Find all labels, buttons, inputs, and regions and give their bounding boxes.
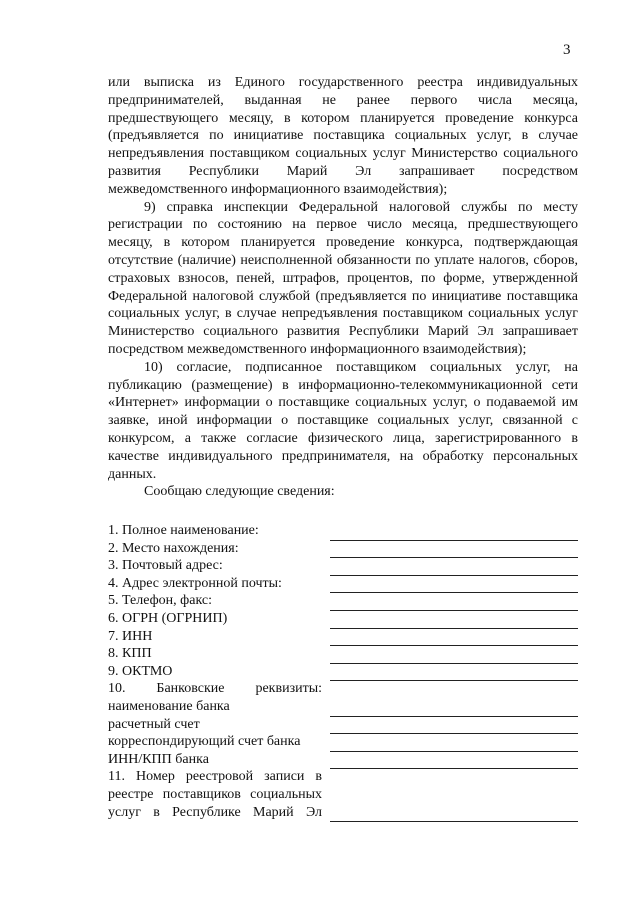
field-label: 3. Почтовый адрес: [108,558,223,574]
field-label: 10. Банковские реквизиты: [108,681,322,697]
field-label: 11. Номер реестровой записи в реестре поставщиков социальных услуг в Республике Марий Эл [108,769,322,820]
field-label: 6. ОГРН (ОГРНИП) [108,610,228,626]
field-label: 2. Место нахождения: [108,540,239,556]
form-field-row [108,522,578,540]
field-label: расчетный счет [108,716,200,732]
field-blank-line[interactable] [330,821,578,822]
field-label: наименование банка [108,698,230,714]
field-label: 5. Телефон, факс: [108,593,213,609]
form-field-row [108,557,578,575]
form-field-row [108,768,578,821]
page-number: 3 [563,42,571,58]
form-field-row [108,628,578,646]
paragraph: 9) справка инспекции Федеральной налоговой службы по месту регистрации по состоянию на первое число месяца, предшествующего месяцу, в котором планируется проведение конкурса, подтверждающая отсутствие (наличие) неисполненной обязанности по уплате налогов, сборов, страховых взносов, пеней, штрафов, процентов, по форме, утвержденной Федеральной налоговой службой (предъявляется по инициативе поставщика социальных услуг, в случае непредъявления поставщиком социальных услуг Министерство социального развития Республики Марий Эл запрашивает посредством межведомственного информационного взаимодействия); [108,199,578,357]
form-field-row [108,645,578,663]
form-field-row [108,592,578,610]
field-label: 1. Полное наименование: [108,523,259,538]
field-label: 8. КПП [108,646,152,662]
form-field-row [108,733,578,751]
form-field-row [108,663,578,681]
form-field-row [108,751,578,769]
paragraph: или выписка из Единого государственного реестра индивидуальных предпринимателей, выданная не ранее первого числа месяца, предшествующего месяцу, в котором планируется проведение конкурса (предъявляется по инициативе поставщика социальных услуг, в случае непредъявления поставщиком социальных услуг Министерство социального развития Республики Марий Эл запрашивает посредством межведомственного информационного взаимодействия); [108,75,578,197]
applicant-info-form [108,522,578,821]
paragraph: Сообщаю следующие сведения: [144,484,335,500]
field-label: 4. Адрес электронной почты: [108,575,282,591]
field-label: ИНН/КПП банка [108,751,209,767]
field-label: 7. ИНН [108,628,153,644]
form-field-row [108,716,578,734]
field-label: корреспондирующий счет банка [108,734,301,750]
field-label: 9. ОКТМО [108,663,173,679]
form-field-row [108,575,578,593]
form-field-row [108,610,578,628]
paragraph: 10) согласие, подписанное поставщиком социальных услуг, на публикацию (размещение) в информационно-телекоммуникационной сети «Интернет» информации о поставщике социальных услуг, о подаваемой им заявке, иной информации о поставщике социальных услуг, связанной с конкурсом, а также согласие физического лица, зарегистрированного в качестве индивидуального предпринимателя, на обработку персональных данных. [108,359,578,482]
form-field-row [108,698,578,716]
form-field-row [108,680,578,698]
document-body [108,74,578,501]
form-field-row [108,540,578,558]
